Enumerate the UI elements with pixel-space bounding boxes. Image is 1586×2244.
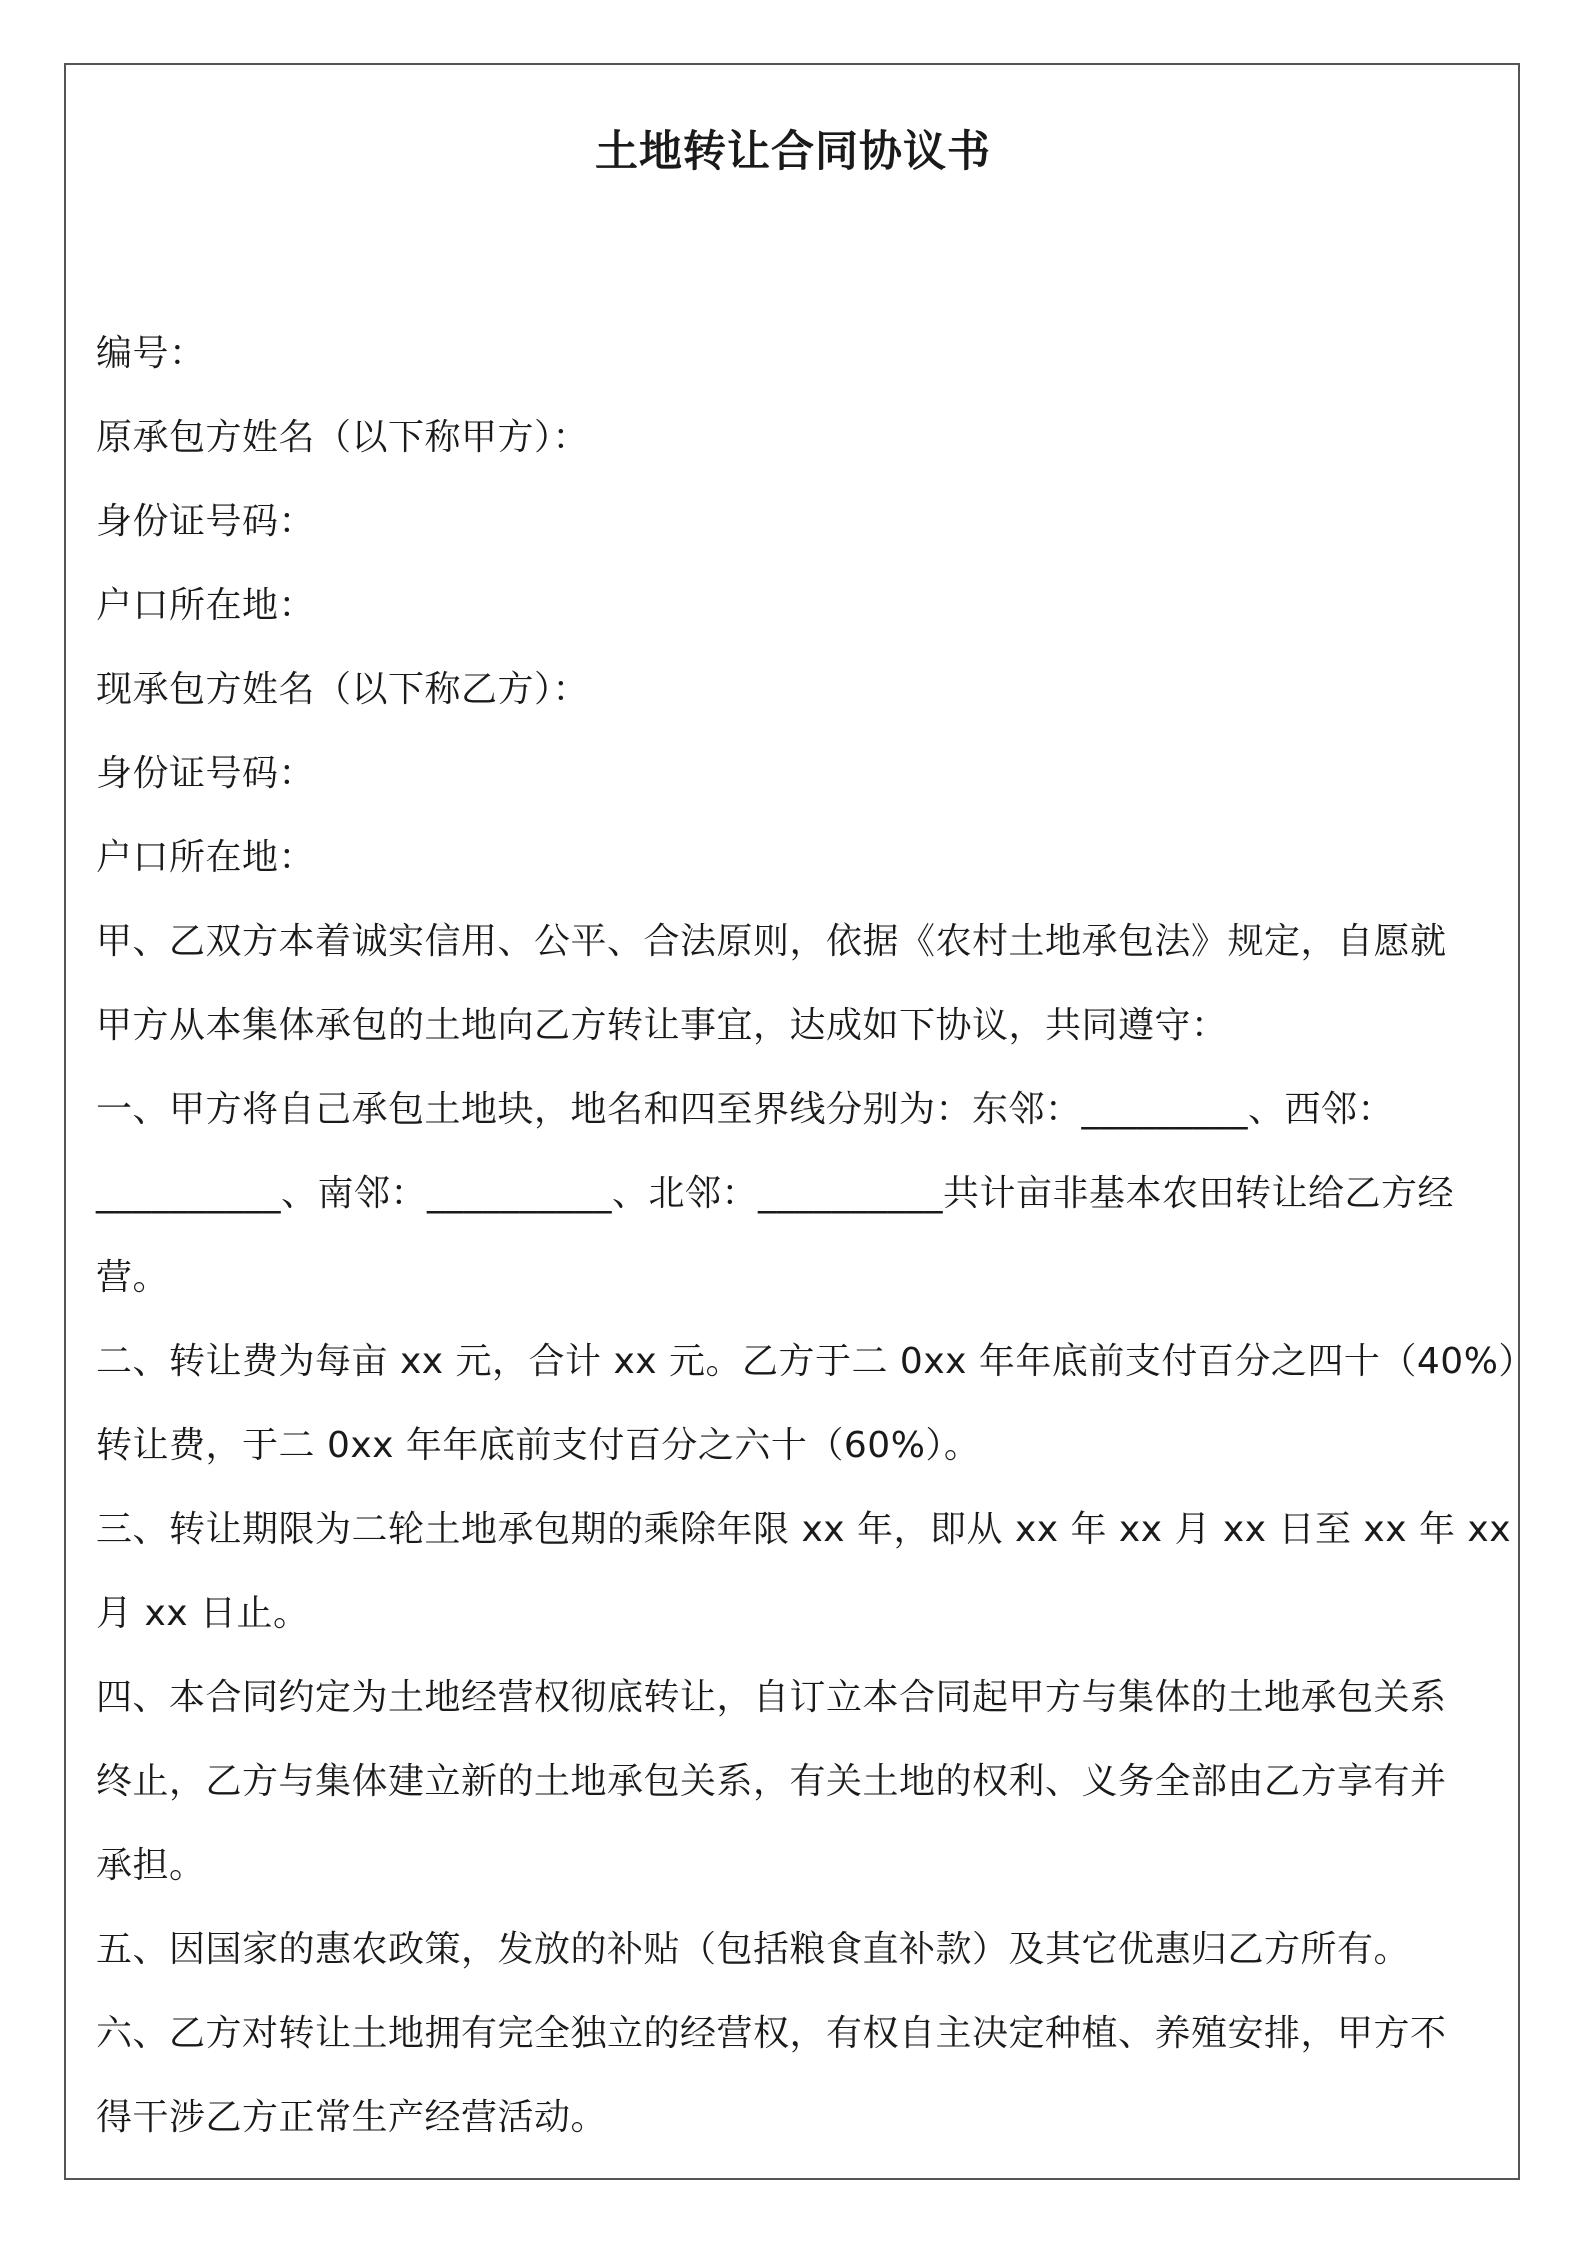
field-party-a-id: 身份证号码： <box>96 501 316 542</box>
clause-4-line: 四、本合同约定为土地经营权彻底转让，自订立本合同起甲方与集体的土地承包关系 <box>96 1677 1447 1718</box>
document-title: 土地转让合同协议书 <box>595 127 991 177</box>
field-party-a-residence: 户口所在地： <box>96 585 316 626</box>
field-party-b-residence: 户口所在地： <box>96 837 316 878</box>
field-party-a-name: 原承包方姓名（以下称甲方）： <box>96 417 590 458</box>
clause-3-line: 三、转让期限为二轮土地承包期的乘除年限 xx 年，即从 xx 年 xx 月 xx 日至 xx 年 xx <box>96 1509 1512 1550</box>
clause-5-line: 五、因国家的惠农政策，发放的补贴（包括粮食直补款）及其它优惠归乙方所有。 <box>96 1929 1411 1970</box>
clause-1-line: __________、南邻：__________、北邻：__________共计亩非基本农田转让给乙方经 <box>96 1173 1455 1214</box>
clause-1-line: 营。 <box>96 1257 170 1298</box>
clause-4-line: 承担。 <box>96 1845 206 1886</box>
field-serial-number: 编号： <box>96 333 206 374</box>
clause-6-line: 得干涉乙方正常生产经营活动。 <box>96 2097 608 2138</box>
document-body <box>96 312 1535 2160</box>
clause-6-line: 六、乙方对转让土地拥有完全独立的经营权，有权自主决定种植、养殖安排，甲方不 <box>96 2013 1447 2054</box>
field-party-b-name: 现承包方姓名（以下称乙方）： <box>96 669 590 710</box>
clause-4-line: 终止，乙方与集体建立新的土地承包关系，有关土地的权利、义务全部由乙方享有并 <box>96 1761 1447 1802</box>
clause-2-line: 转让费，于二 0xx 年年底前支付百分之六十（60%）。 <box>96 1425 981 1466</box>
field-party-b-id: 身份证号码： <box>96 753 316 794</box>
clause-3-line: 月 xx 日止。 <box>96 1593 310 1634</box>
preamble-line: 甲、乙双方本着诚实信用、公平、合法原则，依据《农村土地承包法》规定，自愿就 <box>96 921 1447 962</box>
preamble-line: 甲方从本集体承包的土地向乙方转让事宜，达成如下协议，共同遵守： <box>96 1005 1228 1046</box>
clause-1-line: 一、甲方将自己承包土地块，地名和四至界线分别为：东邻：_________、西邻： <box>96 1089 1395 1130</box>
clause-2-line: 二、转让费为每亩 xx 元，合计 xx 元。乙方于二 0xx 年年底前支付百分之四十（40%） <box>96 1341 1535 1382</box>
